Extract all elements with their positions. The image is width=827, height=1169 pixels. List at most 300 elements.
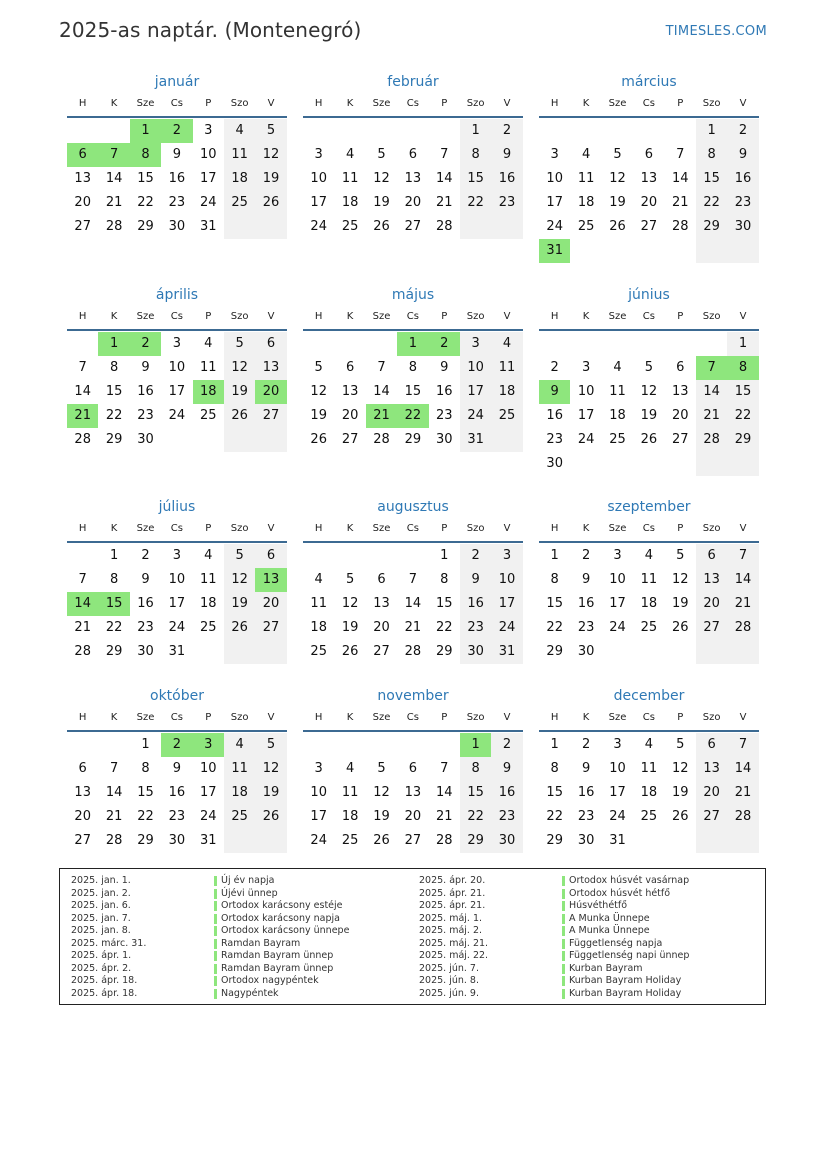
day-cell: 4 — [644, 737, 653, 752]
empty-cell — [429, 733, 460, 757]
day-cell: 12 — [310, 384, 327, 399]
day-cell: 6 — [255, 544, 286, 568]
weekday-label: K — [582, 311, 590, 322]
weekday-header — [67, 310, 287, 331]
day-cell: 28 — [373, 432, 390, 447]
day-cell: 13 — [696, 568, 727, 592]
day-cell: 5 — [224, 544, 255, 568]
empty-cell — [665, 119, 696, 143]
day-cell: 23 — [168, 809, 186, 824]
day-cell: 27 — [74, 833, 91, 848]
holiday-row — [71, 888, 401, 901]
day-cell: 25 — [199, 620, 217, 635]
day-cell: 9 — [440, 360, 449, 375]
weekday-label: Szo — [702, 523, 721, 534]
day-cell: 10 — [310, 785, 327, 800]
holiday-date: 2025. jún. 9. — [419, 987, 480, 999]
weekday-label: H — [550, 311, 559, 322]
day-cell: 5 — [314, 360, 323, 375]
month-name: szeptember — [607, 499, 691, 515]
weekday-label: K — [110, 523, 118, 534]
day-cell: 23 — [577, 809, 595, 824]
empty-cell — [665, 452, 696, 476]
day-cell: 1 — [141, 737, 150, 752]
weekday-label: P — [205, 712, 212, 723]
day-cell: 24 — [199, 809, 217, 824]
holiday-day-cell: 18 — [193, 380, 224, 404]
day-cell: 18 — [341, 195, 359, 210]
day-cell: 29 — [546, 644, 563, 659]
day-cell: 23 — [491, 805, 522, 829]
empty-cell — [397, 119, 428, 143]
day-cell: 28 — [435, 833, 453, 848]
day-cell: 20 — [404, 809, 422, 824]
day-cell: 15 — [460, 781, 491, 805]
month-9 — [539, 497, 759, 664]
day-cell: 29 — [460, 829, 491, 853]
day-cell: 26 — [224, 616, 255, 640]
weekday-label: V — [739, 98, 747, 109]
day-cell: 4 — [491, 332, 522, 356]
day-cell: 15 — [105, 384, 123, 399]
day-cell: 1 — [696, 119, 727, 143]
day-cell: 3 — [314, 147, 323, 162]
day-cell: 4 — [204, 336, 213, 351]
day-cell: 20 — [696, 781, 727, 805]
day-cell: 28 — [435, 219, 453, 234]
day-grid — [539, 733, 759, 853]
day-cell: 4 — [345, 761, 355, 776]
day-cell: 29 — [137, 219, 154, 234]
holiday-name: Új év napja — [214, 875, 274, 888]
day-cell: 14 — [105, 785, 123, 800]
holiday-name: Ramdan Bayram ünnep — [214, 963, 333, 976]
empty-cell — [255, 640, 286, 664]
day-cell: 30 — [546, 456, 563, 471]
day-cell: 7 — [440, 147, 449, 162]
day-cell: 6 — [345, 360, 355, 375]
empty-cell — [303, 544, 334, 568]
day-cell: 18 — [640, 596, 658, 611]
empty-cell — [633, 829, 664, 853]
month-3 — [539, 72, 759, 263]
holiday-date: 2025. ápr. 2. — [71, 962, 132, 974]
day-cell: 22 — [546, 809, 563, 824]
holiday-day-cell: 8 — [727, 356, 758, 380]
day-cell: 2 — [581, 548, 591, 563]
day-cell: 21 — [727, 592, 758, 616]
day-cell: 25 — [577, 219, 595, 234]
day-cell: 6 — [696, 544, 727, 568]
weekday-label: Sze — [608, 98, 627, 109]
day-cell: 9 — [141, 360, 150, 375]
day-cell: 1 — [550, 737, 559, 752]
day-grid — [67, 332, 287, 452]
day-cell: 13 — [404, 171, 422, 186]
day-cell: 2 — [491, 119, 522, 143]
day-cell: 29 — [435, 644, 453, 659]
day-cell: 5 — [224, 332, 255, 356]
day-cell: 28 — [671, 219, 689, 234]
holiday-date: 2025. ápr. 20. — [419, 875, 486, 886]
empty-cell — [224, 428, 255, 452]
weekday-label: V — [267, 523, 275, 534]
weekday-header — [539, 97, 759, 118]
empty-cell — [193, 428, 224, 452]
day-cell: 31 — [609, 833, 626, 848]
day-cell: 16 — [727, 167, 758, 191]
day-cell: 3 — [613, 737, 622, 752]
day-cell: 8 — [408, 360, 417, 375]
day-cell: 16 — [168, 171, 186, 186]
weekday-label: H — [78, 98, 87, 109]
holiday-row — [71, 963, 401, 976]
empty-cell — [397, 544, 428, 568]
day-cell: 24 — [199, 195, 217, 210]
day-cell: 5 — [255, 733, 286, 757]
month-6 — [539, 285, 759, 476]
day-cell: 20 — [74, 195, 91, 210]
day-cell: 17 — [199, 785, 217, 800]
day-cell: 3 — [314, 761, 323, 776]
empty-cell — [303, 332, 334, 356]
month-2 — [303, 72, 523, 239]
empty-cell — [366, 733, 397, 757]
day-cell: 27 — [404, 219, 422, 234]
holiday-day-cell: 6 — [67, 143, 98, 167]
holiday-row — [419, 913, 749, 926]
empty-cell — [161, 428, 192, 452]
day-cell: 2 — [460, 544, 491, 568]
empty-cell — [665, 640, 696, 664]
day-cell: 17 — [609, 596, 626, 611]
empty-cell — [727, 452, 758, 476]
day-cell: 31 — [168, 644, 186, 659]
day-cell: 30 — [168, 833, 186, 848]
weekday-label: Cs — [170, 712, 183, 723]
day-cell: 11 — [341, 171, 359, 186]
weekday-label: Sze — [372, 712, 391, 723]
day-cell: 26 — [224, 404, 255, 428]
day-cell: 3 — [613, 548, 622, 563]
month-11 — [303, 686, 523, 853]
day-cell: 30 — [137, 432, 154, 447]
weekday-header — [303, 97, 523, 118]
day-cell: 1 — [727, 332, 758, 356]
day-cell: 14 — [727, 757, 758, 781]
day-cell: 15 — [435, 596, 453, 611]
day-cell: 23 — [137, 620, 154, 635]
month-12 — [539, 686, 759, 853]
day-cell: 12 — [640, 384, 658, 399]
month-name: február — [387, 74, 439, 90]
day-cell: 11 — [640, 572, 658, 587]
day-cell: 14 — [404, 596, 422, 611]
day-cell: 9 — [491, 757, 522, 781]
day-cell: 16 — [137, 384, 154, 399]
day-cell: 13 — [404, 785, 422, 800]
day-cell: 8 — [550, 572, 559, 587]
day-cell: 21 — [696, 404, 727, 428]
day-cell: 24 — [460, 404, 491, 428]
day-cell: 9 — [491, 143, 522, 167]
holiday-list — [59, 868, 766, 1005]
day-cell: 17 — [609, 785, 626, 800]
day-cell: 12 — [373, 171, 390, 186]
holiday-name: Ortodox karácsony napja — [214, 913, 340, 926]
day-cell: 21 — [727, 781, 758, 805]
day-cell: 20 — [640, 195, 658, 210]
empty-cell — [570, 452, 601, 476]
day-cell: 31 — [491, 640, 522, 664]
day-cell: 27 — [74, 219, 91, 234]
weekday-label: V — [503, 712, 511, 723]
holiday-day-cell: 7 — [98, 143, 129, 167]
day-cell: 26 — [671, 620, 689, 635]
holiday-day-cell: 1 — [130, 119, 161, 143]
weekday-label: Szo — [702, 712, 721, 723]
weekday-label: Szo — [230, 98, 249, 109]
holiday-column-right — [419, 875, 749, 1000]
day-cell: 3 — [172, 336, 181, 351]
day-cell: 19 — [341, 620, 359, 635]
empty-cell — [224, 640, 255, 664]
day-cell: 16 — [168, 785, 186, 800]
holiday-name: Ortodox karácsony ünnepe — [214, 925, 349, 938]
day-cell: 12 — [224, 568, 255, 592]
day-cell: 26 — [255, 191, 286, 215]
weekday-label: Szo — [466, 712, 485, 723]
day-cell: 8 — [460, 757, 491, 781]
weekday-label: Szo — [702, 98, 721, 109]
holiday-name: Ramdan Bayram — [214, 938, 300, 951]
day-cell: 18 — [224, 167, 255, 191]
day-cell: 7 — [727, 733, 758, 757]
day-cell: 18 — [640, 785, 658, 800]
day-cell: 21 — [105, 195, 123, 210]
day-cell: 6 — [408, 147, 417, 162]
day-cell: 15 — [137, 785, 154, 800]
weekday-label: H — [78, 712, 87, 723]
holiday-day-cell: 2 — [161, 733, 192, 757]
day-cell: 16 — [435, 384, 453, 399]
weekday-label: Cs — [406, 311, 419, 322]
day-cell: 19 — [255, 167, 286, 191]
day-grid — [67, 544, 287, 664]
day-cell: 30 — [137, 644, 154, 659]
day-cell: 10 — [577, 384, 595, 399]
day-cell: 14 — [671, 171, 689, 186]
weekday-label: Sze — [608, 311, 627, 322]
empty-cell — [255, 428, 286, 452]
day-cell: 29 — [727, 428, 758, 452]
empty-cell — [98, 733, 129, 757]
day-cell: 22 — [105, 620, 123, 635]
month-name: március — [621, 74, 677, 90]
holiday-day-cell: 2 — [429, 332, 460, 356]
holiday-row — [419, 925, 749, 938]
day-cell: 21 — [105, 809, 123, 824]
weekday-label: V — [739, 523, 747, 534]
day-cell: 8 — [550, 761, 559, 776]
holiday-date: 2025. jún. 7. — [419, 962, 480, 974]
holiday-date: 2025. jan. 7. — [71, 912, 131, 924]
day-cell: 18 — [310, 620, 327, 635]
day-cell: 13 — [255, 356, 286, 380]
day-cell: 25 — [310, 644, 327, 659]
weekday-label: Sze — [136, 523, 155, 534]
day-cell: 8 — [696, 143, 727, 167]
holiday-day-cell: 1 — [397, 332, 428, 356]
day-cell: 21 — [671, 195, 689, 210]
weekday-header — [303, 711, 523, 732]
weekday-label: P — [205, 98, 212, 109]
day-cell: 14 — [435, 171, 453, 186]
day-cell: 10 — [199, 147, 217, 162]
month-name: november — [377, 688, 449, 704]
day-cell: 19 — [373, 195, 390, 210]
holiday-date: 2025. jan. 2. — [71, 887, 131, 899]
holiday-row — [419, 950, 749, 963]
day-cell: 29 — [137, 833, 154, 848]
empty-cell — [633, 239, 664, 263]
holiday-row — [419, 938, 749, 951]
day-cell: 3 — [581, 360, 591, 375]
weekday-label: Cs — [642, 98, 655, 109]
day-cell: 14 — [105, 171, 123, 186]
day-cell: 30 — [491, 829, 522, 853]
empty-cell — [366, 544, 397, 568]
day-cell: 4 — [345, 147, 355, 162]
brand-link[interactable]: TIMESLES.COM — [665, 24, 767, 39]
day-cell: 12 — [224, 356, 255, 380]
day-cell: 19 — [373, 809, 390, 824]
day-cell: 22 — [137, 195, 154, 210]
day-grid — [303, 733, 523, 853]
weekday-label: K — [582, 712, 590, 723]
day-cell: 27 — [255, 616, 286, 640]
day-cell: 5 — [377, 147, 386, 162]
holiday-row — [71, 913, 401, 926]
month-4 — [67, 285, 287, 452]
day-cell: 10 — [168, 572, 186, 587]
weekday-label: K — [110, 311, 118, 322]
empty-cell — [602, 239, 633, 263]
day-cell: 31 — [199, 833, 217, 848]
holiday-row — [419, 888, 749, 901]
empty-cell — [602, 640, 633, 664]
day-cell: 24 — [310, 219, 327, 234]
day-cell: 22 — [435, 620, 453, 635]
weekday-header — [67, 522, 287, 543]
day-cell: 24 — [609, 620, 626, 635]
day-cell: 9 — [581, 572, 591, 587]
day-cell: 20 — [373, 620, 390, 635]
weekday-label: K — [346, 98, 354, 109]
day-cell: 10 — [491, 568, 522, 592]
month-5 — [303, 285, 523, 452]
weekday-label: H — [314, 311, 323, 322]
weekday-label: Sze — [372, 311, 391, 322]
day-cell: 6 — [377, 572, 386, 587]
holiday-day-cell: 1 — [460, 733, 491, 757]
holiday-date: 2025. máj. 22. — [419, 950, 489, 961]
day-cell: 17 — [310, 195, 327, 210]
day-cell: 23 — [137, 408, 154, 423]
weekday-label: P — [677, 712, 684, 723]
day-cell: 20 — [341, 408, 359, 423]
weekday-label: Sze — [608, 523, 627, 534]
holiday-day-cell: 20 — [255, 380, 286, 404]
day-cell: 22 — [105, 408, 123, 423]
day-cell: 7 — [440, 761, 449, 776]
holiday-name: Nagypéntek — [214, 988, 279, 1001]
day-cell: 22 — [460, 805, 491, 829]
weekday-header — [539, 310, 759, 331]
empty-cell — [539, 332, 570, 356]
day-cell: 6 — [255, 332, 286, 356]
weekday-label: V — [503, 311, 511, 322]
holiday-day-cell: 31 — [539, 239, 570, 263]
day-cell: 6 — [696, 733, 727, 757]
day-cell: 11 — [577, 171, 595, 186]
weekday-label: H — [78, 311, 87, 322]
day-cell: 25 — [224, 805, 255, 829]
day-cell: 18 — [491, 380, 522, 404]
day-cell: 23 — [491, 191, 522, 215]
day-cell: 3 — [550, 147, 559, 162]
holiday-row — [71, 988, 401, 1001]
weekday-label: Szo — [466, 98, 485, 109]
day-cell: 30 — [460, 640, 491, 664]
weekday-label: P — [205, 523, 212, 534]
weekday-label: H — [550, 712, 559, 723]
day-cell: 14 — [727, 568, 758, 592]
empty-cell — [665, 829, 696, 853]
holiday-name: Ortodox húsvét vasárnap — [562, 875, 689, 888]
empty-cell — [696, 239, 727, 263]
empty-cell — [633, 452, 664, 476]
day-cell: 26 — [373, 219, 390, 234]
day-cell: 28 — [74, 644, 91, 659]
day-cell: 19 — [224, 380, 255, 404]
day-cell: 7 — [109, 761, 119, 776]
day-cell: 3 — [204, 123, 213, 138]
weekday-header — [67, 711, 287, 732]
holiday-date: 2025. ápr. 21. — [419, 887, 486, 899]
holiday-day-cell: 15 — [98, 592, 129, 616]
weekday-label: Sze — [372, 523, 391, 534]
empty-cell — [67, 733, 98, 757]
holiday-date: 2025. ápr. 1. — [71, 950, 132, 961]
day-cell: 30 — [577, 833, 595, 848]
empty-cell — [633, 640, 664, 664]
holiday-date: 2025. ápr. 18. — [71, 987, 138, 999]
day-cell: 11 — [310, 596, 327, 611]
empty-cell — [224, 829, 255, 853]
day-cell: 12 — [341, 596, 359, 611]
holiday-day-cell: 14 — [67, 592, 98, 616]
weekday-label: H — [314, 523, 323, 534]
day-cell: 13 — [74, 785, 91, 800]
day-cell: 27 — [373, 644, 390, 659]
holiday-name: Kurban Bayram Holiday — [562, 975, 681, 988]
day-cell: 17 — [546, 195, 563, 210]
day-cell: 16 — [460, 592, 491, 616]
holiday-day-cell: 9 — [539, 380, 570, 404]
day-cell: 10 — [310, 171, 327, 186]
empty-cell — [491, 215, 522, 239]
